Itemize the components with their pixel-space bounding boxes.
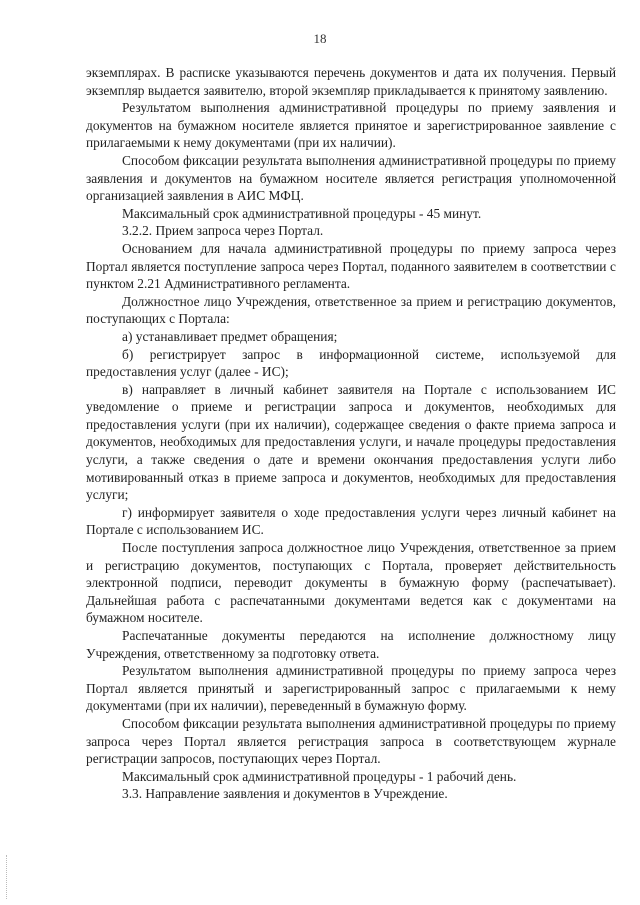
paragraph-result-paper: Результатом выполнения административной процедуры по приему заявления и документов на бумажном носителе является принятое и зарегистрированное заявление с прилагаемыми к нему документами (при их наличии).: [86, 100, 616, 151]
list-item-a: а) устанавливает предмет обращения;: [122, 328, 338, 344]
list-item-b: б) регистрирует запрос в информационной системе, используемой для предоставления услуг (далее - ИС);: [86, 346, 616, 380]
paragraph-fixation-portal: Способом фиксации результата выполнения административной процедуры по приему запроса через Портал является регистрация запроса в соответствующем журнале регистрации запросов, поступающих через Портал.: [86, 715, 616, 767]
paragraph-max-time-portal: Максимальный срок административной процедуры - 1 рабочий день.: [122, 768, 517, 784]
paragraph-result-portal: Результатом выполнения административной процедуры по приему запроса через Портал является принятый и зарегистрированный запрос с прилагаемыми к нему документами (при их наличии), переведенный в бумажную форму.: [86, 663, 616, 714]
paragraph-after-receipt: После поступления запроса должностное лицо Учреждения, ответственное за прием и регистрацию документов, поступающих с Портала, проверяет действительность электронной подписи, переводит документы в бумажную форму (распечатывает). Дальнейшая работа с распечатанными документами ведется как с документами на бумажном носителе.: [86, 540, 616, 626]
list-item-v: в) направляет в личный кабинет заявителя на Портале с использованием ИС уведомление о приеме и регистрации запроса и документов, необходимых для предоставления услуги (при их наличии), содержащее сведения о факте приема запроса и документов, необходимых для предоставления услуги, и начале процедуры предоставления услуги, а также сведения о дате и времени окончания предоставления услуги либо мотивированный отказ в приеме запроса и документов, необходимых для предоставления услуги;: [86, 381, 616, 503]
document-body: [86, 64, 616, 803]
paragraph-official-intro: Должностное лицо Учреждения, ответственное за прием и регистрацию документов, поступающих с Портала:: [86, 293, 616, 327]
paragraph-max-time-paper: Максимальный срок административной процедуры - 45 минут.: [122, 205, 482, 221]
paragraph-basis-portal: Основанием для начала административной процедуры по приему запроса через Портал является поступление запроса через Портал, поданного заявителем в соответствии с пунктом 2.21 Административного регламента.: [86, 240, 616, 292]
paragraph-fixation-paper: Способом фиксации результата выполнения административной процедуры по приему заявления и документов на бумажном носителе является регистрация уполномоченной организацией заявления в АИС МФЦ.: [86, 152, 616, 204]
scan-margin-mark: [6, 855, 8, 899]
paragraph-continuation: экземплярах. В расписке указываются перечень документов и дата их получения. Первый экземпляр выдается заявителю, второй экземпляр прикладывается к принятому заявлению.: [86, 65, 616, 98]
page-number: 18: [313, 31, 327, 46]
paragraph-printed-docs: Распечатанные документы передаются на исполнение должностному лицу Учреждения, ответственному за подготовку ответа.: [86, 628, 616, 661]
section-heading-3-3: 3.3. Направление заявления и документов в Учреждение.: [122, 786, 448, 802]
list-item-g: г) информирует заявителя о ходе предоставления услуги через личный кабинет на Портале с использованием ИС.: [86, 504, 616, 538]
section-heading-3-2-2: 3.2.2. Прием запроса через Портал.: [122, 223, 324, 239]
